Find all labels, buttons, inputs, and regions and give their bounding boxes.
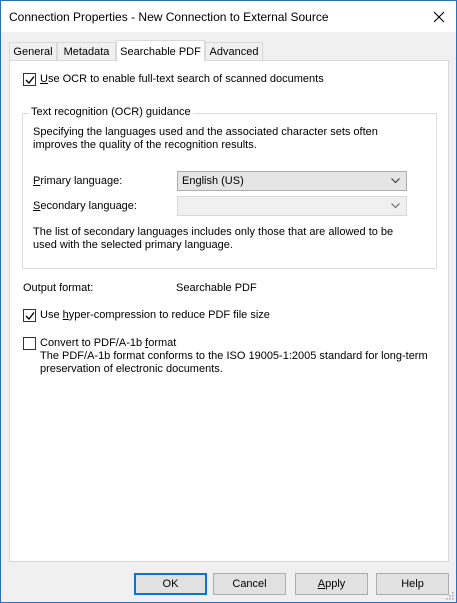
chevron-down-icon — [391, 203, 400, 209]
checkmark-icon — [25, 75, 35, 85]
tab-strip — [9, 40, 449, 61]
help-button[interactable] — [376, 573, 449, 595]
tab-general[interactable] — [9, 42, 57, 60]
close-button[interactable] — [422, 1, 456, 32]
primary-language-value: English (US) — [182, 175, 244, 187]
tab-advanced[interactable] — [205, 42, 263, 60]
checkmark-icon — [25, 311, 35, 321]
resize-grip-icon[interactable] — [444, 590, 454, 600]
window-title: Connection Properties - New Connection to External Source — [9, 10, 329, 24]
apply-button[interactable] — [295, 573, 368, 595]
ocr-description-line2: improves the quality of the recognition results. — [33, 139, 257, 151]
apply-button-label: Apply — [317, 578, 346, 590]
cancel-button-label: Cancel — [232, 578, 267, 590]
pdfa-description-line1: The PDF/A-1b format conforms to the ISO 19005-1:2005 standard for long-term — [40, 350, 428, 362]
pdfa-checkbox-label[interactable]: Convert to PDF/A-1b format — [40, 337, 177, 349]
output-format-value: Searchable PDF — [176, 282, 257, 294]
pdfa-description-line2: preservation of electronic documents. — [40, 363, 223, 375]
secondary-note-line1: The list of secondary languages includes only those that are allowed to be — [33, 226, 394, 238]
cancel-button[interactable] — [213, 573, 286, 595]
tab-general-label: General — [13, 45, 53, 58]
secondary-language-select[interactable] — [177, 196, 407, 216]
title-bar[interactable] — [1, 1, 456, 32]
output-format-label: Output format: — [23, 282, 94, 294]
searchable-pdf-panel — [9, 60, 449, 562]
primary-language-select[interactable] — [177, 171, 407, 191]
pdfa-checkbox[interactable] — [23, 337, 36, 350]
hyper-compression-checkbox[interactable] — [23, 309, 36, 322]
ocr-description-line1: Specifying the languages used and the associated character sets often — [33, 126, 378, 138]
chevron-down-icon — [391, 178, 400, 184]
secondary-note-line2: used with the selected primary language. — [33, 239, 233, 251]
close-icon — [433, 11, 445, 23]
tab-metadata[interactable] — [57, 42, 116, 60]
ok-button-label: OK — [162, 578, 179, 590]
ocr-checkbox-label[interactable]: Use OCR to enable full-text search of scanned documents — [40, 73, 324, 85]
tab-metadata-label: Metadata — [63, 45, 110, 58]
ocr-guidance-title: Text recognition (OCR) guidance — [31, 106, 191, 118]
hyper-compression-label[interactable]: Use hyper-compression to reduce PDF file size — [40, 309, 270, 321]
ocr-guidance-group — [22, 106, 437, 269]
primary-language-label: Primary language: — [33, 175, 123, 187]
tab-searchable-pdf[interactable] — [116, 40, 205, 62]
ocr-checkbox[interactable] — [23, 73, 36, 86]
tab-advanced-label: Advanced — [209, 45, 259, 58]
tab-searchable-pdf-label: Searchable PDF — [120, 45, 201, 58]
ok-button[interactable] — [134, 573, 207, 595]
secondary-language-label: Secondary language: — [33, 200, 137, 212]
help-button-label: Help — [401, 578, 424, 590]
